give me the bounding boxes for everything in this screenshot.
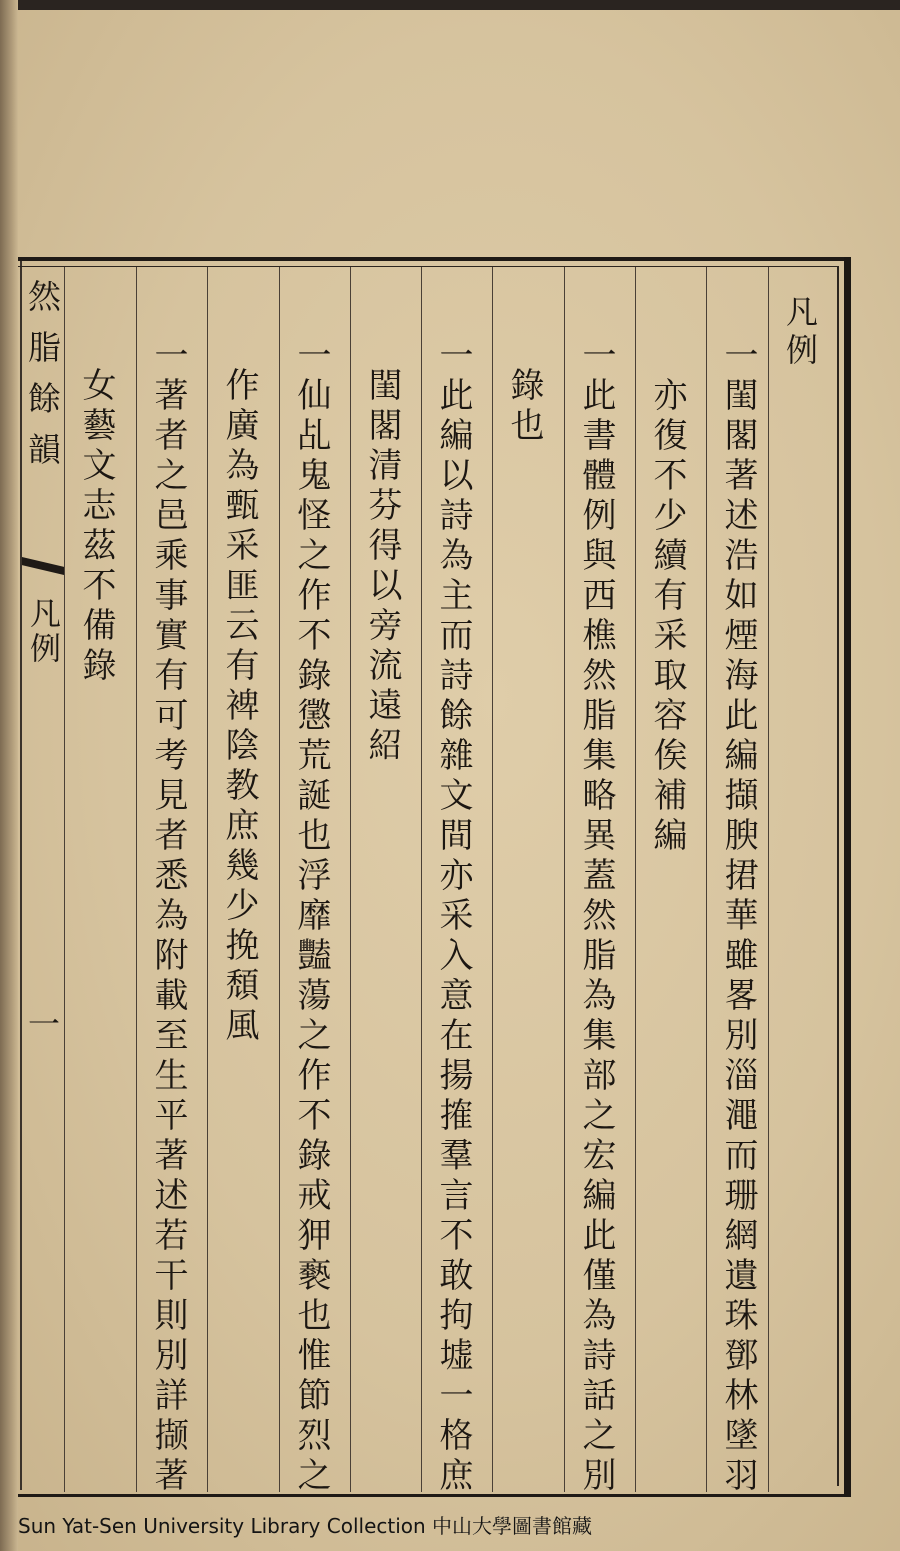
column-rule — [350, 267, 351, 1492]
margin-page-number: 一 — [23, 1007, 61, 1045]
margin-section: 凡例 — [24, 597, 60, 667]
frame-right-inner-border — [837, 266, 839, 1486]
heading-column — [770, 257, 830, 1497]
column-text: 女藝文志茲不備錄 — [76, 367, 116, 687]
text-column-9 — [138, 257, 198, 1497]
frame-right-outer-border — [844, 257, 851, 1497]
column-rule — [136, 267, 137, 1492]
collection-caption: Sun Yat-Sen University Library Collection 中山大學圖書館藏 — [18, 1514, 593, 1538]
text-column-6 — [352, 257, 412, 1497]
heading: 凡例 — [781, 295, 819, 371]
column-text: 一仙乩鬼怪之作不錄懲荒誕也浮靡豔蕩之作不錄戒狎褻也惟節烈之 — [291, 337, 331, 1497]
column-rule — [492, 267, 493, 1492]
column-text: 一著者之邑乘事實有可考見者悉為附載至生平著述若干則別詳撷著 — [148, 337, 188, 1497]
column-rule — [564, 267, 565, 1492]
column-text: 一此書體例與西樵然脂集略異蓋然脂為集部之宏編此僅為詩話之別 — [576, 337, 616, 1497]
text-column-2 — [637, 257, 697, 1497]
column-rule — [207, 267, 208, 1492]
text-column-3 — [566, 257, 626, 1497]
column-rule — [279, 267, 280, 1492]
text-column-1 — [708, 257, 768, 1497]
text-column-4 — [494, 257, 554, 1497]
margin-title: 然脂餘韻 — [23, 279, 62, 483]
text-column-8 — [209, 257, 269, 1497]
column-text: 一閨閣著述浩如煙海此編擷腴捃華雖畧別淄澠而珊網遺珠鄧林墜羽 — [718, 337, 758, 1497]
text-column-5 — [423, 257, 483, 1497]
margin-column — [14, 257, 70, 1497]
column-text: 錄也 — [504, 367, 544, 447]
column-rule — [421, 267, 422, 1492]
column-rule — [635, 267, 636, 1492]
column-rule — [706, 267, 707, 1492]
column-text: 亦復不少續有采取容俟補編 — [647, 377, 687, 857]
fishtail-mark — [22, 557, 64, 575]
text-column-7 — [281, 257, 341, 1497]
column-text: 一此編以詩為主而詩餘雜文間亦采入意在揚搉羣言不敢拘墟一格庶 — [433, 337, 473, 1497]
column-rule — [768, 267, 769, 1492]
printed-frame — [18, 257, 851, 1497]
column-text: 作廣為甄采匪云有裨陰教庶幾少挽頹風 — [219, 367, 259, 1047]
text-column-10 — [66, 257, 126, 1497]
top-edge-shadow — [0, 0, 900, 10]
column-text: 閨閣清芬得以旁流遠紹 — [362, 367, 402, 767]
